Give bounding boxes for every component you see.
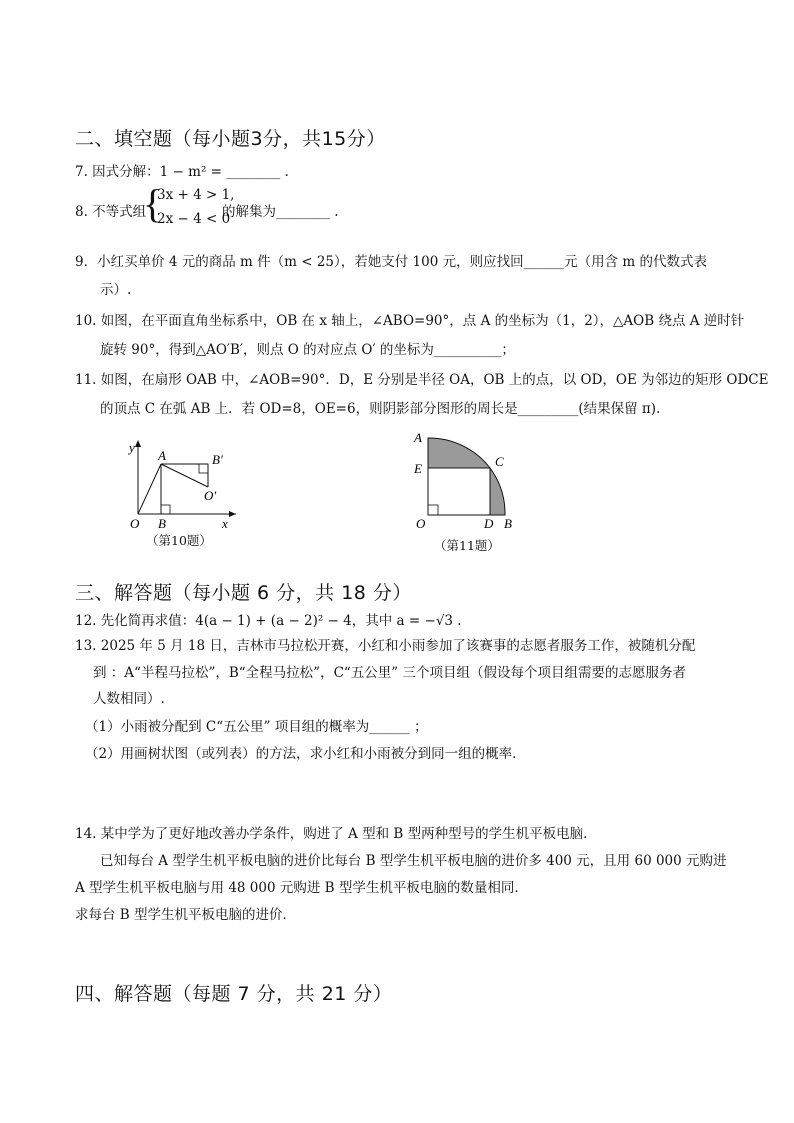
- brace-symbol: {: [143, 181, 163, 226]
- right-angle-mark-B2: [199, 464, 208, 473]
- section-4-title: 四、解答题（每题 7 分，共 21 分）: [75, 983, 393, 1005]
- question-14-line-4: 求每台 B 型学生机平板电脑的进价．: [75, 907, 297, 923]
- label-E: E: [414, 461, 422, 476]
- question-8-inequality-1: 3x + 4 > 1,: [157, 187, 235, 203]
- question-14-line-1: 14. 某中学为了更好地改善办学条件，购进了 A 型和 B 型两种型号的学生机平板电脑．: [75, 826, 597, 842]
- figure-10-diagram: [118, 432, 248, 532]
- y-axis-arrow: [135, 440, 141, 447]
- question-14-line-3: A 型学生机平板电脑与用 48 000 元购进 B 型学生机平板电脑的数量相同．: [75, 880, 528, 896]
- question-14-line-2: 已知每台 A 型学生机平板电脑的进价比每台 B 型学生机平板电脑的进价多 400 元，且用 60 000 元购进: [100, 853, 727, 869]
- label-A: A: [158, 448, 166, 463]
- figure-10-caption: （第10题）: [146, 533, 212, 548]
- question-11-line-1: 11. 如图，在扇形 OAB 中，∠AOB=90°．D，E 分别是半径 OA，OB 上的点，以 OD，OE 为邻边的矩形 ODCE: [75, 372, 769, 388]
- shaded-region-top: [428, 438, 490, 468]
- label-B-prime: B′: [212, 452, 223, 467]
- section-2-title: 二、填空题（每小题3分，共15分）: [75, 128, 386, 150]
- right-angle-mark-O: [428, 505, 438, 515]
- question-12: 12. 先化简再求值：4(a − 1) + (a − 2)² − 4，其中 a = −√3 .: [75, 613, 462, 629]
- question-9-line-2: 示）.: [100, 282, 132, 298]
- label-O: O: [416, 516, 426, 531]
- label-D: D: [484, 516, 494, 531]
- question-8-inequality-2: 2x − 4 < 0: [157, 211, 231, 227]
- label-C: C: [495, 454, 504, 469]
- question-10-line-1: 10. 如图，在平面直角坐标系中，OB 在 x 轴上，∠ABO=90°，点 A 的坐标为（1，2），△AOB 绕点 A 逆时针: [75, 313, 745, 329]
- label-O: O: [130, 516, 140, 531]
- question-13-part-1: （1）小雨被分配到 C“五公里” 项目组的概率为______ ；: [85, 719, 428, 735]
- right-angle-mark-B: [161, 505, 170, 514]
- label-B: B: [158, 516, 166, 531]
- question-13-line-2: 到 ：A“半程马拉松”，B“全程马拉松”，C“五公里” 三个项目组（假设每个项目组需要的志愿服务者: [93, 665, 686, 681]
- question-8-prefix: 8. 不等式组: [75, 204, 147, 220]
- label-x: x: [222, 516, 228, 531]
- question-13-line-1: 13. 2025 年 5 月 18 日，吉林市马拉松开赛，小红和小雨参加了该赛事的志愿者服务工作，被随机分配: [75, 638, 696, 654]
- shaded-region-right: [490, 468, 505, 515]
- label-B: B: [504, 516, 512, 531]
- question-13-line-3: 人数相同）.: [93, 691, 165, 707]
- x-axis-arrow: [229, 511, 236, 517]
- question-7: 7. 因式分解：1 − m² = ________ .: [75, 164, 289, 180]
- label-y: y: [129, 440, 135, 455]
- question-8-suffix: 的解集为________ .: [222, 204, 339, 220]
- segment-AO2: [161, 464, 208, 487]
- question-9-line-1: 9．小红买单价 4 元的商品 m 件（m < 25），若她支付 100 元，则应找回______元（用含 m 的代数式表: [75, 254, 708, 270]
- question-11-line-2: 的顶点 C 在弧 AB 上．若 OD=8，OE=6，则阴影部分图形的周长是_________(结果保留 π).: [100, 401, 661, 417]
- question-13-part-2: （2）用画树状图（或列表）的方法，求小红和小雨被分到同一组的概率．: [85, 746, 526, 762]
- question-10-line-2: 旋转 90°，得到△AO′B′，则点 O 的对应点 O′ 的坐标为__________；: [100, 342, 515, 358]
- section-3-title: 三、解答题（每小题 6 分，共 18 分）: [75, 582, 412, 604]
- label-A: A: [414, 430, 422, 445]
- figure-11-caption: （第11题）: [434, 538, 500, 553]
- figure-11-diagram: [408, 428, 528, 536]
- label-O-prime: O′: [204, 488, 217, 503]
- segment-OA: [138, 464, 161, 514]
